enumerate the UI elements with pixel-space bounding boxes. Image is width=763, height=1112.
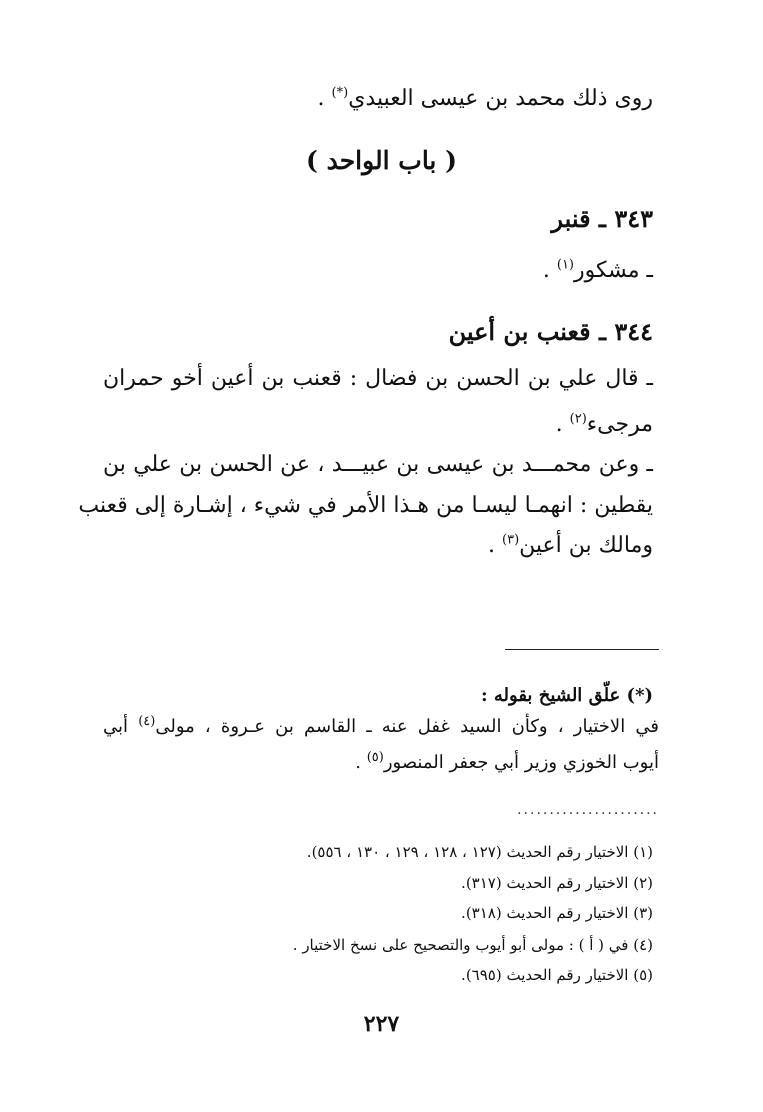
intro-line (317, 85, 653, 111)
footnote-2: (٢) الاختيار رقم الحديث (٣١٧). (461, 874, 653, 892)
entry-343-body: ـ مشكور (574, 258, 653, 283)
footnote-ref-5: (٥) (366, 750, 384, 765)
footnote-separator-line (505, 649, 659, 650)
entry-344-para1-line2 (555, 411, 653, 437)
entry-344-para1-line2-end: . (555, 412, 570, 437)
entry-343-heading: ٣٤٣ ـ قنبر (551, 204, 653, 233)
entry-344-para1-line2-text: مرجىء (586, 412, 653, 437)
intro-ref-marker: (*) (331, 85, 349, 101)
entry-344-heading: ٣٤٤ ـ قعنب بن أعين (448, 317, 653, 346)
intro-end: . (317, 86, 332, 111)
note-line2-end: . (355, 752, 367, 773)
footnote-ref-4: (٤) (138, 714, 156, 729)
entry-344-para2-line3 (488, 532, 653, 558)
note-line1-b: أبي (103, 716, 139, 737)
entry-344-para2-line3-end: . (488, 533, 503, 558)
entry-344-para2-line1: ـ وعن محمـــد بن عيسى بن عبيـــد ، عن الحسن بن علي بن (103, 452, 653, 477)
entry-343-text (542, 257, 653, 283)
note-line2-text: أيوب الخوزي وزير أبي جعفر المنصور (383, 752, 659, 773)
dotted-separator: ...................... (517, 802, 659, 818)
footnote-3: (٣) الاختيار رقم الحديث (٣١٨). (461, 904, 653, 922)
entry-344-para1-line1: ـ قال علي بن الحسن بن فضال : قعنب بن أعين أخو حمران (103, 366, 653, 391)
footnote-5: (٥) الاختيار رقم الحديث (٦٩٥). (461, 966, 653, 984)
intro-text: روى ذلك محمد بن عيسى العبيدي (348, 86, 653, 111)
footnote-1: (١) الاختيار رقم الحديث (١٢٧ ، ١٢٨ ، ١٢٩ ، ١٣٠ ، ٥٥٦). (306, 843, 653, 861)
footnote-ref-1: (١) (556, 257, 574, 273)
footnote-ref-2: (٢) (569, 411, 587, 427)
note-line1-a: في الاختيار ، وكأن السيد غفل عنه ـ القاسم بن عـروة ، مولى (155, 716, 659, 737)
note-title: (*) علّق الشيخ بقوله : (480, 685, 653, 706)
note-line2 (355, 752, 659, 773)
entry-343-end: . (542, 258, 557, 283)
section-title: ( باب الواحد ) (306, 146, 457, 175)
note-line1 (103, 716, 659, 737)
footnote-4: (٤) في ( أ ) : مولى أبو أيوب والتصحيح على نسخ الاختيار . (292, 936, 653, 954)
entry-344-para2-line3-text: ومالك بن أعين (519, 533, 653, 558)
page-number: ٢٢٧ (363, 1011, 400, 1037)
footnote-ref-3: (٣) (502, 532, 520, 548)
entry-344-para2-line2: يقطين : انهمـا ليسـا من هـذا الأمر في شيء ، إشـارة إلى قعنب (78, 493, 653, 518)
